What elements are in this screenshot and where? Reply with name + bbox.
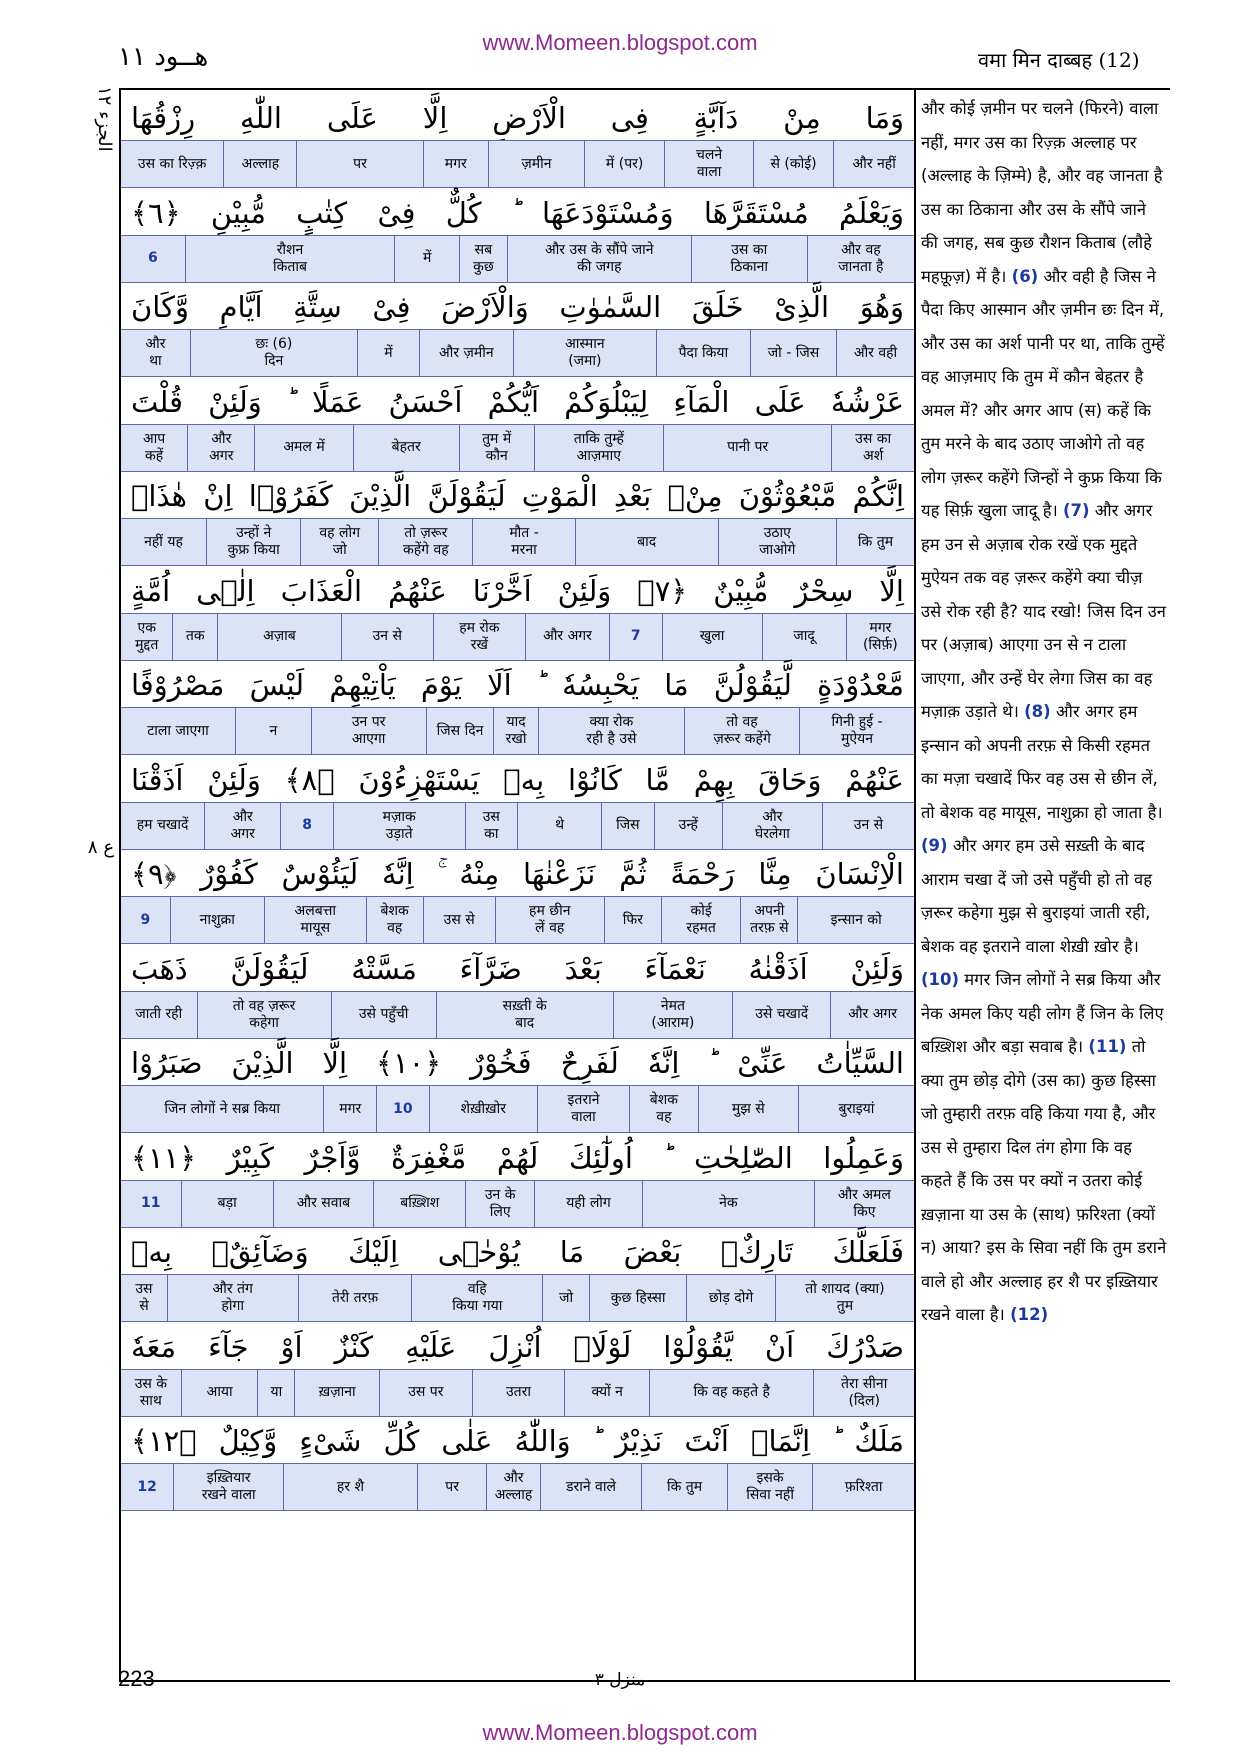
word-meaning-cell: और अमल किए bbox=[814, 1181, 914, 1227]
arabic-line: وَيَعْلَمُ مُسْتَقَرَّهَا وَمُسْتَوْدَعَهَا ؕ كُلٌّ فِیْ كِتٰبٍ مُّبِیْنٍ ﴿٦﴾ bbox=[131, 195, 904, 230]
word-meaning-cell: सब कुछ bbox=[459, 236, 507, 282]
word-meaning-cell: उन्हें bbox=[654, 803, 722, 849]
word-meaning-cell: आस्मान (जमा) bbox=[513, 330, 656, 376]
word-meaning-cell: कि तुम bbox=[641, 1464, 727, 1510]
word-meaning-cell: और अल्लाह bbox=[486, 1464, 539, 1510]
word-meaning-cell: उस का रिज़्क़ bbox=[137, 155, 207, 172]
word-meaning-cell: उसे चखादें bbox=[732, 992, 830, 1038]
page-number: 223 bbox=[118, 1666, 155, 1691]
word-meaning-grid bbox=[121, 1369, 914, 1417]
word-meaning-cell: और सवाब bbox=[273, 1181, 373, 1227]
word-meaning-grid bbox=[121, 140, 914, 188]
word-meaning-cell: मगर (सिर्फ़) bbox=[846, 614, 914, 660]
word-meaning-cell: उन्हों ने कुफ्र किया bbox=[206, 519, 300, 565]
word-meaning-cell: हम रोक रखें bbox=[433, 614, 525, 660]
word-meaning-cell: आया bbox=[181, 1370, 258, 1416]
word-meaning-cell: छः (6) दिन bbox=[190, 330, 357, 376]
word-meaning-cell: कि वह कहते है bbox=[649, 1370, 813, 1416]
word-meaning-cell: बेशक वह bbox=[366, 897, 423, 943]
word-meaning-cell: और नहीं bbox=[833, 141, 914, 187]
word-meaning-cell: उस से bbox=[135, 1281, 153, 1314]
word-meaning-cell: तो वह ज़रूर कहेगा bbox=[197, 992, 331, 1038]
arabic-line: الْاِنْسَانَ مِنَّا رَحْمَةً ثُمَّ نَزَعْنٰهَا مِنْهُ ۚ اِنَّهٗ لَيَئُوْسٌ كَفُوْرٌ ﴿٩﴾ bbox=[131, 857, 904, 891]
translation-paragraph: और अगर हम उन से अज़ाब रोक रखें एक मुद्दते मुऐयन तक वह ज़रूर कहेंगे क्या चीज़ उसे रोक रही है? याद रखो! जिस दिन उन पर (अज़ाब) आएगा उन से न टाला जाएगा, और उन्हें घेर लेगा जिस का वह मज़ाक़ उड़ाते थे। bbox=[921, 501, 1166, 721]
translation-paragraph: और अगर हम उसे सख़्ती के बाद आराम चखा दें जो उसे पहुँची हो तो वह ज़रूर कहेगा मुझ से बुराइयां जाती रही, बेशक वह इतराने वाला शेख़ी ख़ोर है। bbox=[921, 836, 1152, 956]
word-meaning-cell: जादू bbox=[762, 614, 846, 660]
translation-text bbox=[921, 92, 1167, 1332]
ayah-number-cell: 11 bbox=[141, 1195, 161, 1211]
word-meaning-cell: नाशुक्रा bbox=[170, 897, 264, 943]
word-meaning-grid bbox=[121, 1180, 914, 1228]
word-meaning-cell: उन के लिए bbox=[465, 1181, 534, 1227]
word-meaning-cell: में bbox=[394, 236, 459, 282]
word-meaning-cell: मगर bbox=[323, 1086, 376, 1132]
word-meaning-cell: इसके सिवा नहीं bbox=[727, 1464, 813, 1510]
word-meaning-cell: मुझ से bbox=[698, 1086, 798, 1132]
word-meaning-cell: और उस के सौंपे जाने की जगह bbox=[507, 236, 691, 282]
word-meaning-cell: पैदा किया bbox=[656, 330, 750, 376]
word-meaning-cell: कुछ हिस्सा bbox=[589, 1275, 686, 1321]
arabic-line: وَلَئِنْ اَذَقْنٰهُ نَعْمَآءَ بَعْدَ ضَرَّآءَ مَسَّتْهُ لَيَقُوْلَنَّ ذَهَبَ bbox=[131, 951, 904, 986]
word-meaning-cell: याद रखो bbox=[493, 708, 537, 754]
word-meaning-cell: नहीं यह bbox=[144, 533, 183, 550]
word-meaning-cell: कोई रहमत bbox=[661, 897, 740, 943]
arabic-line: السَّيِّاٰتُ عَنِّیْ ؕ اِنَّهٗ لَفَرِحٌ فَخُوْرٌ ﴿١٠﴾ اِلَّا الَّذِیْنَ صَبَرُوْا bbox=[131, 1046, 904, 1080]
word-meaning-cell: मगर bbox=[423, 141, 489, 187]
word-meaning-cell: जाती रही bbox=[135, 1006, 183, 1022]
word-meaning-cell: सख़्ती के बाद bbox=[436, 992, 613, 1038]
ayah-number-cell: 12 bbox=[137, 1478, 157, 1495]
word-meaning-grid bbox=[121, 518, 914, 566]
arabic-line: عَرْشُهٗ عَلَی الْمَآءِ لِيَبْلُوَكُمْ اَيُّكُمْ اَحْسَنُ عَمَلًا ؕ وَلَئِنْ قُلْتَ bbox=[131, 384, 904, 419]
arabic-line: وَمَا مِنْ دَآبَّةٍ فِی الْاَرْضِ اِلَّا عَلَی اللّٰهِ رِزْقُهَا bbox=[131, 101, 904, 135]
word-meaning-cell: छोड़ दोगे bbox=[686, 1275, 775, 1321]
word-meaning-cell: थे bbox=[517, 803, 601, 849]
word-meaning-cell: नेमत (आराम) bbox=[613, 992, 733, 1038]
word-meaning-grid bbox=[121, 991, 914, 1039]
site-url-top[interactable]: www.Momeen.blogspot.com bbox=[482, 30, 758, 55]
word-meaning-cell: नेक bbox=[642, 1181, 814, 1227]
word-meaning-cell: और था bbox=[145, 336, 166, 369]
word-meaning-cell: टाला जाएगा bbox=[147, 722, 209, 739]
word-meaning-cell: तो शायद (क्या) तुम bbox=[775, 1275, 914, 1321]
word-meaning-cell: अल्लाह bbox=[223, 141, 296, 187]
ayah-number-cell: 7 bbox=[609, 614, 661, 660]
word-meaning-cell: या bbox=[257, 1370, 294, 1416]
word-meaning-cell: उस का bbox=[465, 803, 517, 849]
word-meaning-grid bbox=[121, 1274, 914, 1322]
word-meaning-cell: तेरी तरफ़ bbox=[298, 1275, 412, 1321]
word-meaning-cell: इतराने वाला bbox=[537, 1086, 629, 1132]
word-meaning-cell: और अगर bbox=[187, 425, 254, 471]
arabic-line: وَهُوَ الَّذِیْ خَلَقَ السَّمٰوٰتِ وَالْاَرْضَ فِیْ سِتَّةِ اَیَّامٍ وَّكَانَ bbox=[131, 290, 904, 324]
word-meaning-grid bbox=[121, 329, 914, 377]
word-meaning-cell: और वह जानता है bbox=[807, 236, 914, 282]
word-meaning-cell: उन से bbox=[822, 803, 914, 849]
word-meaning-cell: ख़ज़ाना bbox=[294, 1370, 379, 1416]
word-meaning-cell: ज़मीन bbox=[488, 141, 584, 187]
word-meaning-cell: जिस दिन bbox=[426, 708, 494, 754]
word-meaning-cell: अपनी तरफ़ से bbox=[740, 897, 797, 943]
ayah-number-cell: 6 bbox=[147, 250, 158, 266]
word-meaning-cell: अज़ाब bbox=[217, 614, 341, 660]
word-meaning-cell: में bbox=[357, 330, 419, 376]
word-meaning-cell: डराने वाले bbox=[540, 1464, 642, 1510]
word-meaning-cell: बड़ा bbox=[181, 1181, 273, 1227]
word-meaning-cell: तेरा सीना (दिल) bbox=[813, 1370, 914, 1416]
word-meaning-cell: हम छीन लें वह bbox=[495, 897, 604, 943]
word-meaning-cell: वहि किया गया bbox=[411, 1275, 542, 1321]
word-meaning-cell: इख़्तियार रखने वाला bbox=[173, 1464, 283, 1510]
word-meaning-grid bbox=[121, 1463, 914, 1511]
word-meaning-cell: जिन लोगों ने सब्र किया bbox=[164, 1100, 280, 1117]
ayah-number: (8) bbox=[1024, 702, 1051, 721]
word-meaning-cell: हर शै bbox=[283, 1464, 417, 1510]
word-meaning-cell: और अगर bbox=[525, 614, 609, 660]
word-meaning-cell: जिस bbox=[601, 803, 653, 849]
word-meaning-cell: जो bbox=[542, 1275, 589, 1321]
word-meaning-grid bbox=[121, 896, 914, 944]
word-meaning-cell: शेख़ीख़ोर bbox=[429, 1086, 537, 1132]
word-meaning-cell: उन से bbox=[341, 614, 433, 660]
word-meaning-cell: से (कोई) bbox=[753, 141, 834, 187]
word-meaning-cell: उस का अर्श bbox=[831, 425, 914, 471]
ayah-number: (6) bbox=[1011, 266, 1039, 286]
site-url-bottom[interactable]: www.Momeen.blogspot.com bbox=[482, 1720, 758, 1745]
word-meaning-cell: उन पर आएगा bbox=[311, 708, 426, 754]
word-meaning-cell: और अगर bbox=[830, 992, 914, 1038]
word-meaning-cell: और ज़मीन bbox=[419, 330, 513, 376]
word-meaning-cell: तो ज़रूर कहेंगे वह bbox=[378, 519, 472, 565]
word-meaning-cell: क्या रोक रही है उसे bbox=[538, 708, 684, 754]
word-meaning-cell: तुम में कौन bbox=[459, 425, 534, 471]
word-meaning-cell: एक मुद्दत bbox=[135, 619, 159, 653]
word-meaning-cell: बेहतर bbox=[353, 425, 459, 471]
word-meaning-cell: फ़रिश्ता bbox=[812, 1464, 914, 1510]
ayah-number: (12) bbox=[1010, 1305, 1049, 1324]
arabic-line: فَلَعَلَّكَ تَارِكٌۢ بَعْضَ مَا يُوْحٰۤی اِلَيْكَ وَضَآئِقٌۢ بِهٖ bbox=[131, 1235, 904, 1269]
word-meaning-grid bbox=[121, 802, 914, 850]
word-meaning-cell: और घेरलेगा bbox=[722, 803, 822, 849]
word-meaning-grid bbox=[121, 1085, 914, 1133]
word-meaning-cell: उठाए जाओगे bbox=[718, 519, 837, 565]
word-meaning-cell: पर bbox=[417, 1464, 486, 1510]
word-meaning-cell: हम चखादें bbox=[136, 817, 189, 833]
word-meaning-cell: तक bbox=[172, 614, 217, 660]
section-title: वमा मिन दाब्बह (12) bbox=[978, 48, 1140, 72]
word-meaning-cell: में (पर) bbox=[584, 141, 665, 187]
surah-name: هــود ۱۱ bbox=[118, 42, 209, 72]
word-meaning-cell: मौत - मरना bbox=[472, 519, 574, 565]
arabic-line: مَلَكٌ ؕ اِنَّمَاۤ اَنْتَ نَذِیْرٌ ؕ وَاللّٰهُ عَلٰی كُلِّ شَیْءٍ وَّكِیْلٌ ﴿١٢﴾ bbox=[131, 1424, 904, 1458]
word-meaning-cell: पानी पर bbox=[663, 425, 831, 471]
word-meaning-cell: खुला bbox=[662, 614, 762, 660]
ayah-number-cell: 10 bbox=[376, 1086, 429, 1132]
word-meaning-cell: बख़्शिश bbox=[373, 1181, 465, 1227]
word-meaning-cell: बाद bbox=[575, 519, 718, 565]
word-meaning-cell: चलने वाला bbox=[664, 141, 752, 187]
word-meaning-cell: फिर bbox=[604, 897, 661, 943]
arabic-line: وَعَمِلُوا الصّٰلِحٰتِ ؕ اُولٰٓئِكَ لَهُمْ مَّغْفِرَةٌ وَّاَجْرٌ كَبِیْرٌ ﴿١١﴾ bbox=[131, 1140, 904, 1175]
word-meaning-cell: उसे पहुँची bbox=[331, 992, 436, 1038]
word-meaning-cell: बुराइयां bbox=[798, 1086, 914, 1132]
word-meaning-grid bbox=[121, 613, 914, 661]
ayah-number: (9) bbox=[921, 836, 948, 855]
word-meaning-cell: और अगर bbox=[204, 803, 280, 849]
arabic-line: مَّعْدُوْدَةٍ لَّيَقُوْلُنَّ مَا يَحْبِسُهٗ ؕ اَلَا يَوْمَ يَاْتِيْهِمْ لَيْسَ مَصْرُوْفًا bbox=[131, 668, 904, 702]
translation-paragraph: मगर जिन लोगों ने सब्र किया और नेक अमल किए यही लोग हैं जिन के लिए बख़्शिश और बड़ा सवाब है। bbox=[921, 970, 1164, 1056]
word-meaning-cell: अमल में bbox=[254, 425, 352, 471]
word-meaning-cell: मज़ाक उड़ाते bbox=[333, 803, 465, 849]
word-meaning-cell: क्यों न bbox=[564, 1370, 649, 1416]
word-meaning-cell: उस के साथ bbox=[134, 1375, 168, 1409]
translation-paragraph: तो क्या तुम छोड़ दोगे (उस का) कुछ हिस्सा जो तुम्हारी तरफ़ वहि किया गया है, और उस से तुम्हारा दिल तंग होगा कि वह कहते हैं कि उस पर क्यों न उतरा कोई ख़ज़ाना या उस के (साथ) फ़रिश्ता (क्यों न) आया? इस के सिवा नहीं कि तुम डराने वाले हो और अल्लाह हर शै पर इख़्तियार रखने वाला है। bbox=[921, 1037, 1167, 1324]
translation-paragraph: और कोई ज़मीन पर चलने (फिरने) वाला नहीं, मगर उस का रिज़्क़ अल्लाह पर (अल्लाह के ज़िम्मे) है, और वह जानता है उस का ठिकाना और उस के सौंपे जाने की जगह, सब कुछ रौशन किताब (लौहे महफ़ूज़) में है। bbox=[921, 99, 1163, 286]
word-meaning-cell: आप कहें bbox=[142, 430, 166, 464]
word-meaning-cell: उस का ठिकाना bbox=[691, 236, 807, 282]
juz-marker: الجزء ١٢ bbox=[94, 86, 115, 152]
arabic-line: عَنْهُمْ وَحَاقَ بِهِمْ مَّا كَانُوْا بِهٖ يَسْتَهْزِءُوْنَ ﴿٨﴾ وَلَئِنْ اَذَقْنَا bbox=[131, 762, 904, 797]
translation-paragraph: और अगर हम इन्सान को अपनी तरफ़ से किसी रहमत का मज़ा चखादें फिर वह उस से छीन लें, तो बेशक वह मायूस, नाशुक्रा हो जाता है। bbox=[921, 702, 1163, 822]
word-meaning-cell: और तंग होगा bbox=[167, 1275, 298, 1321]
word-meaning-cell: अलबत्ता मायूस bbox=[264, 897, 366, 943]
word-meaning-cell: और वही bbox=[836, 330, 914, 376]
word-meaning-cell: वह लोग जो bbox=[300, 519, 378, 565]
word-meaning-cell: पर bbox=[296, 141, 422, 187]
word-meaning-cell: जो - जिस bbox=[750, 330, 836, 376]
ayah-number-cell: 9 bbox=[140, 911, 151, 928]
arabic-line: اِلَّا سِحْرٌ مُّبِیْنٌ ﴿٧﴾ وَلَئِنْ اَخَّرْنَا عَنْهُمُ الْعَذَابَ اِلٰۤی اُمَّةٍ bbox=[131, 573, 904, 608]
manzil-label: منزل ٣ bbox=[594, 1670, 646, 1690]
word-meaning-grid bbox=[121, 424, 914, 472]
word-meaning-cell: कि तुम bbox=[836, 519, 914, 565]
word-meaning-cell: यही लोग bbox=[534, 1181, 642, 1227]
ayah-number: (10) bbox=[921, 970, 960, 989]
arabic-line: اِنَّكُمْ مَّبْعُوْثُوْنَ مِنْۢ بَعْدِ الْمَوْتِ لَيَقُوْلَنَّ الَّذِیْنَ كَفَرُوْۤا اِنْ هٰذَاۤ bbox=[131, 479, 904, 513]
word-meaning-grid bbox=[121, 235, 914, 283]
word-meaning-grid bbox=[121, 707, 914, 755]
word-meaning-cell: बेशक वह bbox=[629, 1086, 698, 1132]
ayah-number-cell: 8 bbox=[280, 803, 332, 849]
word-meaning-cell: गिनी हुई - मुऐयन bbox=[799, 708, 914, 754]
word-meaning-cell: उतरा bbox=[472, 1370, 565, 1416]
ayah-number: (11) bbox=[1088, 1037, 1127, 1056]
word-meaning-cell: तो वह ज़रूर कहेंगे bbox=[684, 708, 799, 754]
word-meaning-cell: ताकि तुम्हें आज़माए bbox=[534, 425, 663, 471]
word-meaning-cell: इन्सान को bbox=[797, 897, 914, 943]
word-meaning-cell: उस पर bbox=[379, 1370, 472, 1416]
arabic-line: صَدْرُكَ اَنْ يَّقُوْلُوْا لَوْلَاۤ اُنْزِلَ عَلَيْهِ كَنْزٌ اَوْ جَآءَ مَعَهٗ bbox=[131, 1329, 904, 1364]
ayah-number: (7) bbox=[1062, 501, 1090, 520]
word-meaning-cell: उस से bbox=[423, 897, 495, 943]
word-meaning-cell: न bbox=[235, 708, 311, 754]
ruku-marker: ع ٨ bbox=[87, 837, 115, 858]
word-meaning-cell: रौशन किताब bbox=[185, 236, 395, 282]
translation-paragraph: और वही है जिस ने पैदा किए आस्मान और ज़मीन छः दिन में, और उस का अर्श पानी पर था, ताकि तुम्हें वह आज़माए कि तुम में कौन बेहतर है अमल में? और अगर आप (स) कहें कि तुम मरने के बाद उठाए जाओगे तो वह लोग ज़रूर कहेंगे जिन्हों ने कुफ्र किया कि यह सिर्फ़ खुला जादू है। bbox=[921, 266, 1165, 520]
